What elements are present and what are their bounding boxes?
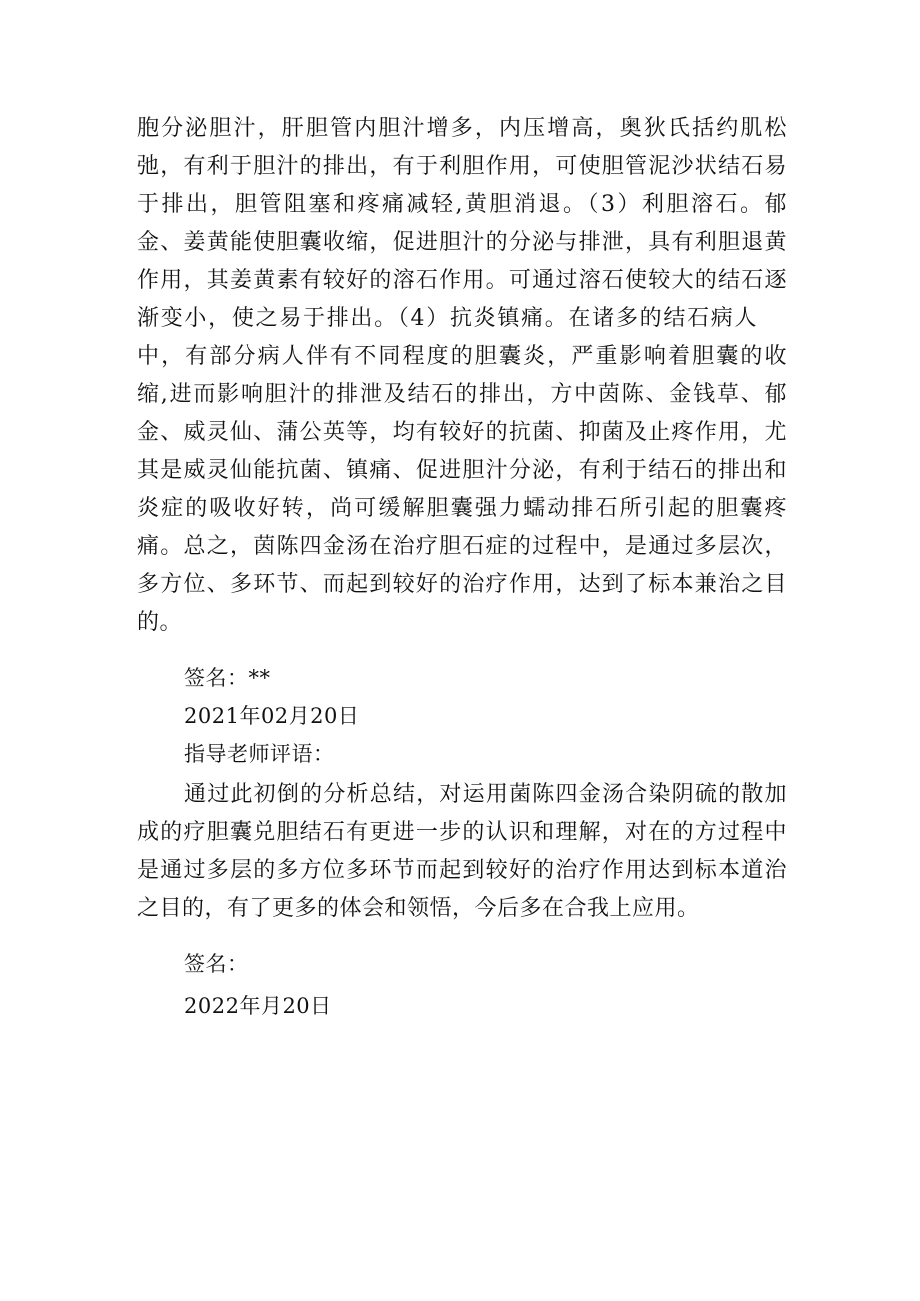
comment-line-4: 之目的，有了更多的体会和领悟，今后多在合我上应用。 <box>137 896 700 921</box>
body-line-4: 金、姜黄能使胆囊收缩，促进胆汁的分泌与排泄，具有利胆退黄 <box>137 230 787 255</box>
body-line-11: 炎症的吸收好转，尚可缓解胆囊强力蠕动排石所引起的胆囊疼 <box>137 496 787 521</box>
comment-line-2: 成的疗胆囊兑胆结石有更进一步的认识和理解，对在的方过程中 <box>137 820 787 845</box>
body-line-1: 胞分泌胆汁，肝胆管内胆汁增多，内压增高，奥狄氏括约肌松 <box>137 116 787 141</box>
body-line-13: 多方位、多环节、而起到较好的治疗作用，达到了标本兼治之目 <box>137 572 787 597</box>
body-line-6: 渐变小，使之易于排出。（4）抗炎镇痛。在诸多的结石病人 <box>137 306 757 331</box>
comment-line-1: 通过此初倒的分析总结，对运用菌陈四金汤合染阴硫的散加 <box>184 782 787 807</box>
body-line-8: 缩,进而影响胆汁的排泄及结石的排出，方中茵陈、金钱草、郁 <box>137 382 787 407</box>
comment-line-3: 是通过多层的多方位多环节而起到较好的治疗作用达到标本道治 <box>137 858 787 883</box>
body-line-14: 的。 <box>137 610 183 635</box>
body-line-3: 于排出，胆管阻塞和疼痛减轻,黄胆消退。（3）利胆溶石。郁 <box>137 192 787 217</box>
body-line-10: 其是威灵仙能抗菌、镇痛、促进胆汁分泌，有利于结石的排出和 <box>137 458 787 483</box>
signature-student: 签名：** <box>184 666 271 690</box>
body-line-7: 中，有部分病人伴有不同程度的胆囊炎，严重影响着胆囊的收 <box>137 344 787 369</box>
date-teacher: 2022年月20日 <box>184 994 332 1018</box>
body-line-2: 弛，有利于胆汁的排出，有于利胆作用，可使胆管泥沙状结石易 <box>137 154 787 179</box>
body-line-9: 金、威灵仙、蒲公英等，均有较好的抗菌、抑菌及止疼作用，尤 <box>137 420 787 445</box>
comment-heading: 指导老师评语： <box>184 742 335 766</box>
body-line-12: 痛。总之，茵陈四金汤在治疗胆石症的过程中，是通过多层次， <box>137 534 787 559</box>
date-student: 2021年02月20日 <box>184 704 360 728</box>
signature-teacher: 签名： <box>184 952 249 976</box>
body-line-5: 作用，其姜黄素有较好的溶石作用。可通过溶石使较大的结石逐 <box>137 268 787 293</box>
